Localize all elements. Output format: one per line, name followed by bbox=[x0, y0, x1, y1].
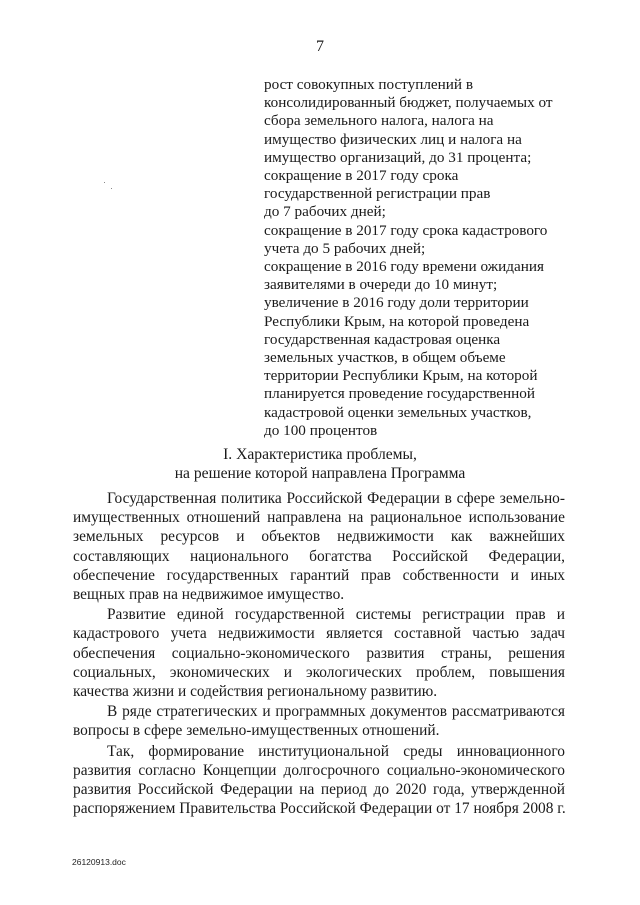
paragraph-line: развития согласно Концепции долгосрочного социально-экономического bbox=[73, 761, 565, 779]
indicator-line: заявителями в очереди до 10 минут; bbox=[264, 276, 498, 294]
target-indicators-list bbox=[264, 76, 584, 440]
indicator-line: сокращение в 2017 году срока кадастрового bbox=[264, 221, 548, 239]
section-title-line: на решение которой направлена Программа bbox=[174, 464, 466, 482]
indicator-line: планируется проведение государственной bbox=[264, 385, 536, 403]
footer-document-reference: 26120913.doc bbox=[72, 857, 126, 867]
indicator-line: до 7 рабочих дней; bbox=[264, 203, 386, 221]
paragraph-line: вещных прав на недвижимое имущество. bbox=[73, 586, 345, 604]
paragraph-line: Так, формирование институциональной среды инновационного bbox=[107, 742, 565, 760]
indicator-line: земельных участков, в общем объеме bbox=[264, 349, 506, 367]
paragraph-line: составляющих национального богатства Российской Федерации, bbox=[73, 547, 565, 565]
paragraph-line: вопросы в сфере земельно-имущественных отношений. bbox=[73, 722, 440, 740]
paragraph bbox=[73, 605, 565, 701]
body-text bbox=[73, 489, 565, 819]
section-title-line: I. Характеристика проблемы, bbox=[223, 446, 417, 463]
paragraph-line: качества жизни и содействия региональному развитию. bbox=[73, 683, 438, 701]
indicator-line: имущество организаций, до 31 процента; bbox=[264, 148, 532, 166]
paragraph-line: В ряде стратегических и программных документов рассматриваются bbox=[107, 703, 565, 721]
indicator-line: рост совокупных поступлений в bbox=[264, 76, 474, 93]
scan-speck bbox=[104, 182, 105, 183]
scan-speck bbox=[111, 188, 112, 189]
paragraph bbox=[73, 702, 565, 740]
paragraph-line: социальных, экономических и экологических проблем, повышения bbox=[73, 663, 565, 681]
paragraph-line: обеспечения социально-экономического развития страны, решения bbox=[73, 644, 565, 662]
indicator-line: кадастровой оценки земельных участков, bbox=[264, 403, 532, 421]
paragraph-line: распоряжением Правительства Российской Федерации от 17 ноября 2008 г. bbox=[73, 800, 566, 818]
indicator-line: территории Республики Крым, на которой bbox=[264, 367, 538, 385]
paragraph-line: земельных ресурсов и объектов недвижимости как важнейших bbox=[73, 528, 565, 546]
page-number: 7 bbox=[316, 38, 324, 55]
paragraph-line: Развитие единой государственной системы регистрации прав и bbox=[107, 606, 565, 624]
indicator-line: до 100 процентов bbox=[264, 421, 378, 439]
section-title bbox=[0, 446, 640, 483]
paragraph-line: обеспечение государственных гарантий прав собственности и иных bbox=[73, 566, 565, 584]
indicator-line: имущество физических лиц и налога на bbox=[264, 130, 522, 148]
paragraph-line: кадастрового учета недвижимости является составной частью задач bbox=[73, 625, 565, 643]
indicator-line: государственной регистрации прав bbox=[264, 185, 491, 203]
paragraph bbox=[73, 489, 565, 604]
paragraph-line: развития Российской Федерации на период до 2020 года, утвержденной bbox=[73, 781, 565, 799]
indicator-line: консолидированный бюджет, получаемых от bbox=[264, 94, 553, 112]
indicator-line: сокращение в 2017 году срока bbox=[264, 167, 459, 185]
indicator-line: увеличение в 2016 году доли территории bbox=[264, 294, 529, 312]
indicator-line: Республики Крым, на которой проведена bbox=[264, 312, 530, 330]
indicator-line: сбора земельного налога, налога на bbox=[264, 112, 494, 130]
indicator-line: учета до 5 рабочих дней; bbox=[264, 239, 426, 257]
paragraph-line: Государственная политика Российской Федерации в сфере земельно- bbox=[107, 490, 565, 507]
indicator-line: государственная кадастровая оценка bbox=[264, 330, 501, 348]
indicator-line: сокращение в 2016 году времени ожидания bbox=[264, 258, 544, 276]
paragraph-line: имущественных отношений направлена на рациональное использование bbox=[73, 509, 565, 527]
paragraph bbox=[73, 742, 565, 819]
